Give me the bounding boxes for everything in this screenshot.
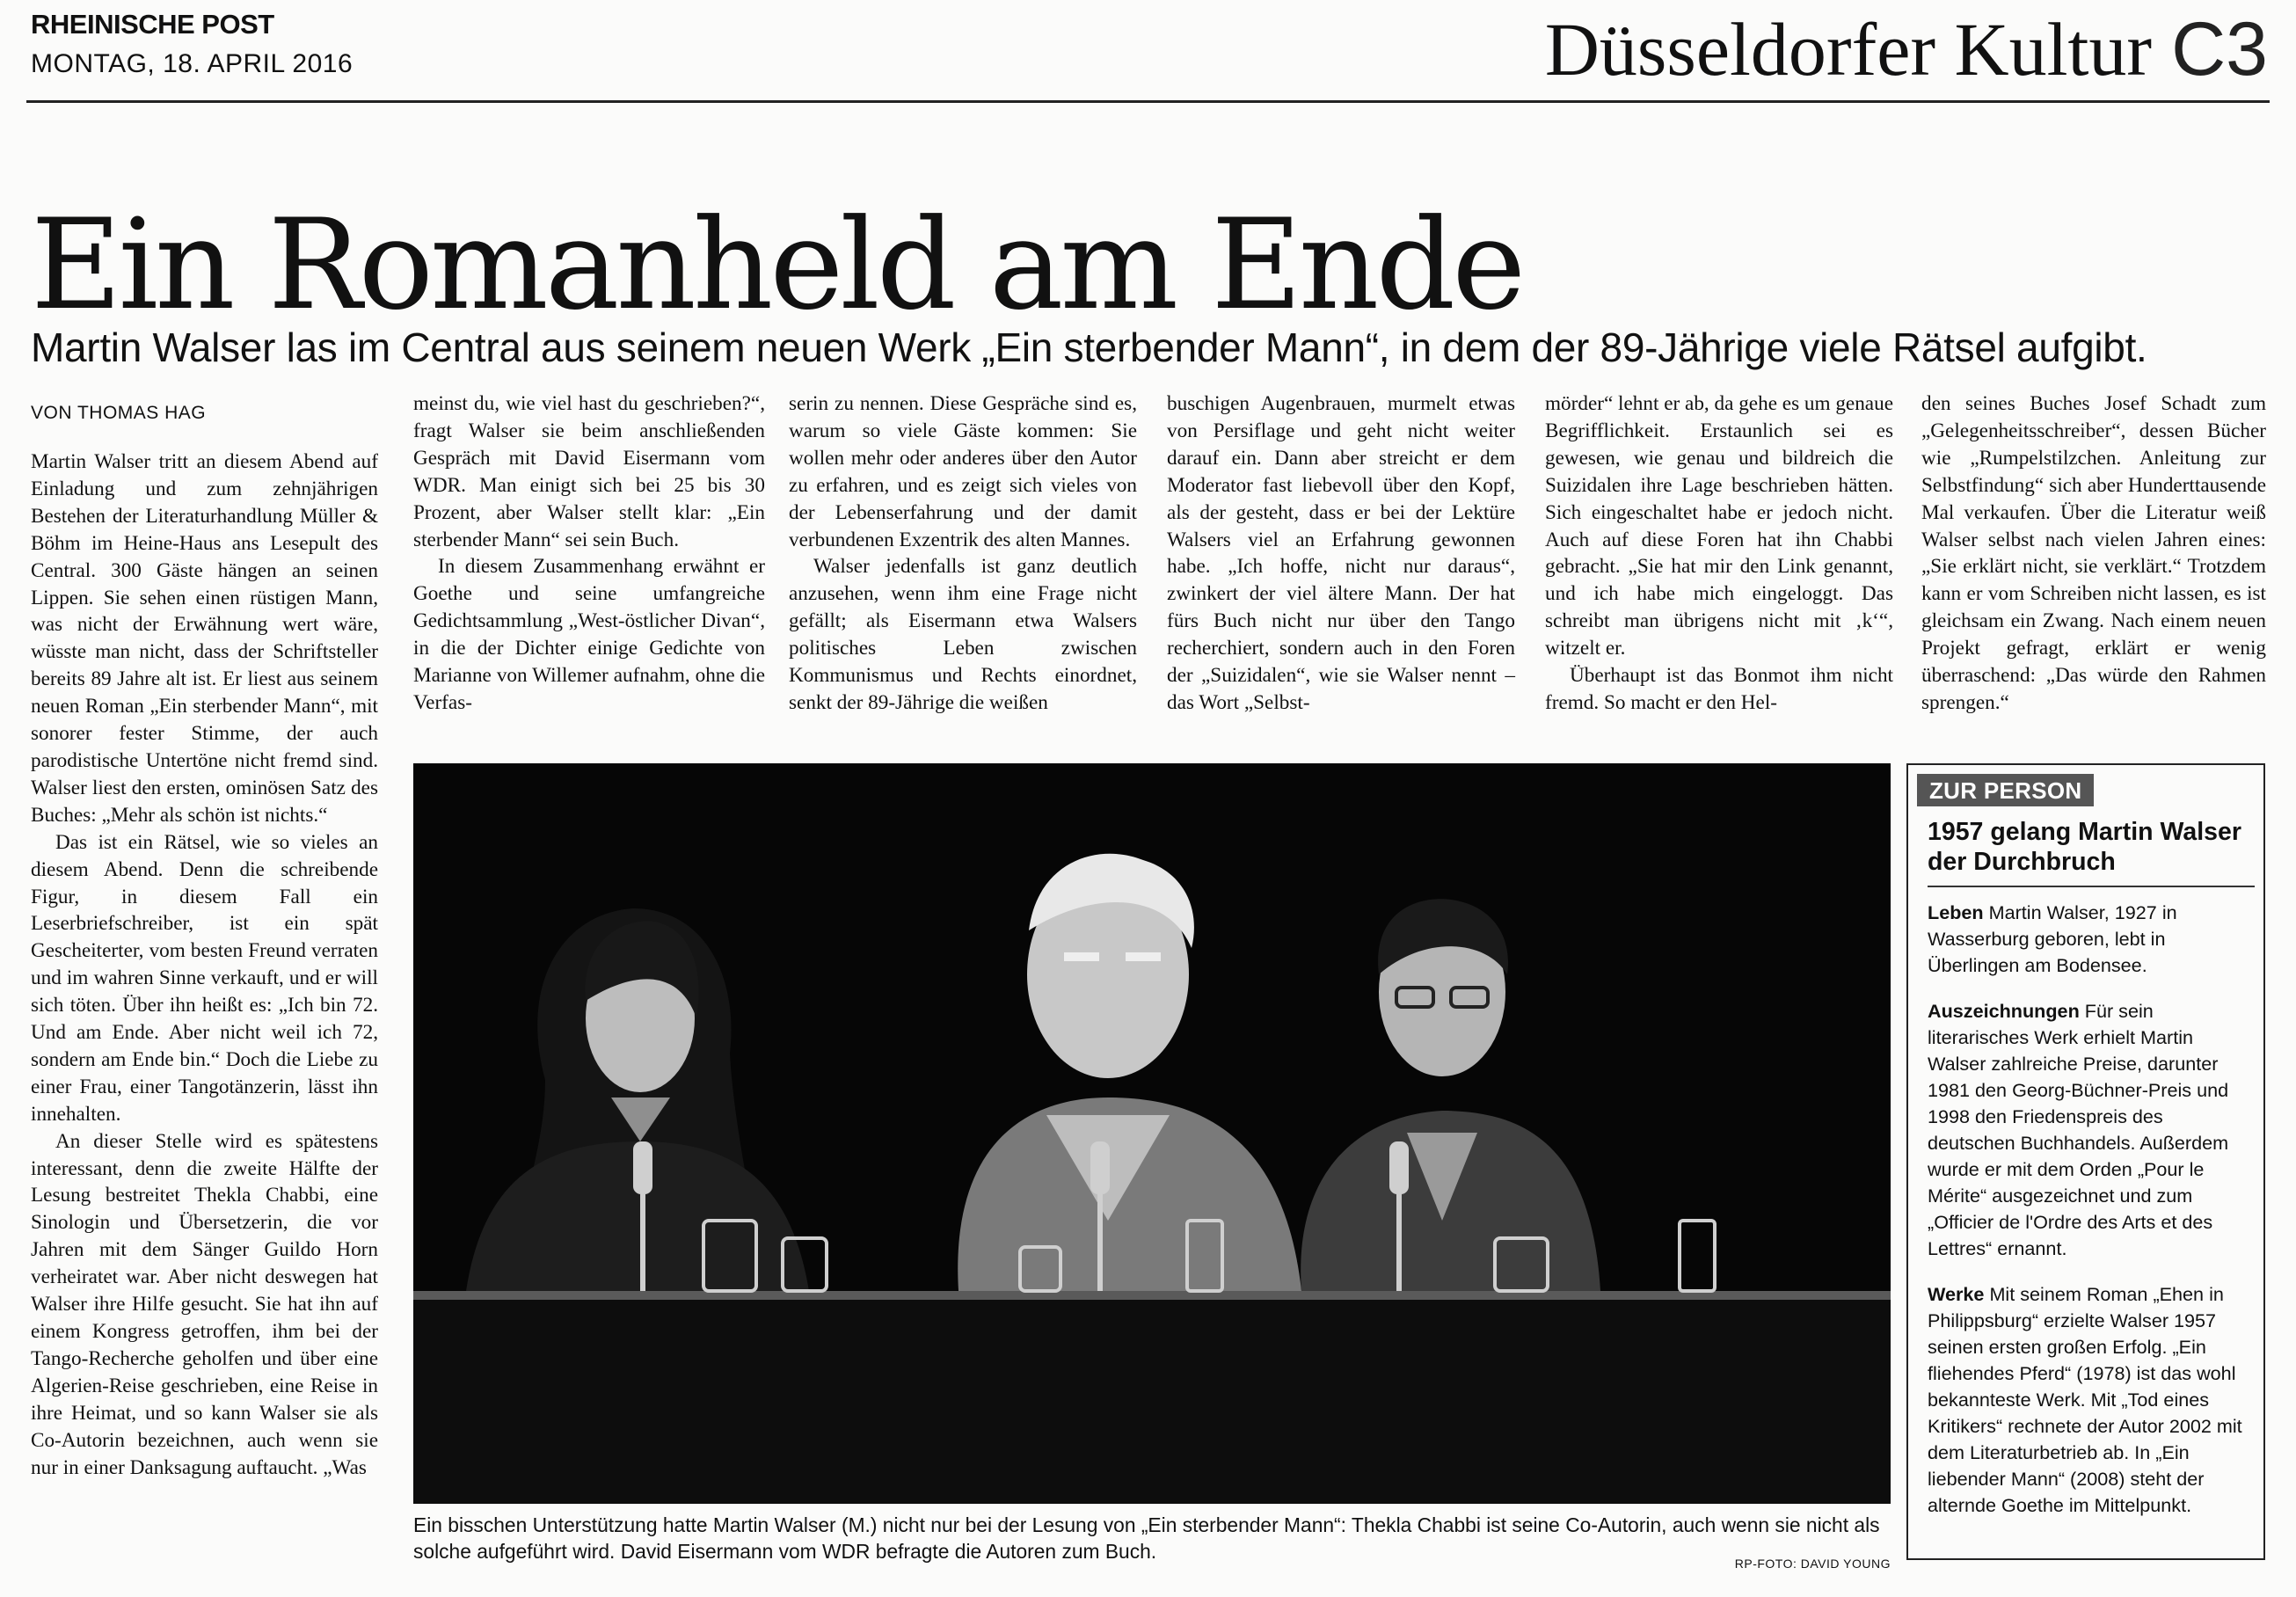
- paper-name: RHEINISCHE POST: [31, 9, 274, 40]
- paragraph: den seines Buches Josef Schadt zum „Gelegenheitsschreiber“, dessen Bücher wie „Rumpelstilzchen. Anleitung zur Selbstfindung“ sich aber Hunderttausende Mal verkaufen. Über die Literatur weiß Walser selbst nach vielen Jahren eines: „Sie erklärt nicht, sie verklärt.“ Trotzdem kann er vom Schreiben nicht lassen, es ist gleichsam ein Zwang. Nach einem neuen Projekt gefragt, erklärt er wenig überraschend: „Das würde den Rahmen sprengen.“: [1921, 392, 2266, 714]
- article-column-4: [1167, 390, 1515, 717]
- article-column-6: [1921, 390, 2266, 717]
- paragraph: Überhaupt ist das Bonmot ihm nicht fremd. So macht er den Hel-: [1545, 664, 1893, 714]
- info-entry: [1928, 998, 2255, 1262]
- article-column-3: [789, 390, 1137, 717]
- paragraph: meinst du, wie viel hast du geschrieben?“, fragt Walser sie beim anschließenden Gespräch mit David Eisermann vom WDR. Man einigt sich bei 25 bis 30 Prozent, aber Walser stellt klar: „Ein sterbender Mann“ sei sein Buch.: [413, 392, 765, 551]
- paragraph: In diesem Zusammenhang erwähnt er Goethe und seine umfangreiche Gedichtsammlung „West-östlicher Divan“, in die der Dichter einige Gedichte von Marianne von Willemer aufnahm, ohne die Verfas-: [413, 555, 765, 714]
- byline: VON THOMAS HAG: [31, 403, 207, 423]
- article-column-5: [1545, 390, 1893, 717]
- section-title: [1545, 5, 2268, 93]
- headline: Ein Romanheld am Ende: [31, 193, 1523, 338]
- photo-caption: Ein bisschen Unterstützung hatte Martin Walser (M.) nicht nur bei der Lesung von „Ein sterbender Mann“: Thekla Chabbi ist seine Co-Autorin, auch wenn sie nicht als solche aufgeführt wird. David Eisermann vom WDR befragte die Autoren zum Buch.: [413, 1513, 1880, 1563]
- event-photo: [413, 763, 1891, 1504]
- info-box: [1906, 763, 2265, 1560]
- paragraph: Martin Walser tritt an diesem Abend auf Einladung und zum zehnjährigen Bestehen der Literaturhandlung Müller & Böhm im Heine-Haus ans Lesepult des Central. 300 Gäste hängen an seinen Lippen. Sie sehen einen rüstigen Mann, was nicht der Erwähnung wert wäre, wüsste man nicht, dass der Schriftsteller bereits 89 Jahre alt ist. Er liest aus seinem neuen Roman „Ein sterbender Mann“, mit sonorer fester Stimme, der auch parodistische Untertöne nicht fremd sind. Walser liest den ersten, ominösen Satz des Buches: „Mehr als schön ist nichts.“: [31, 450, 378, 827]
- info-text: Martin Walser, 1927 in Wasserburg geboren, lebt in Überlingen am Bodensee.: [1928, 901, 2177, 976]
- paragraph: serin zu nennen. Diese Gespräche sind es, warum so viele Gäste kommen: Sie wollen mehr oder anderes über den Autor zu erfahren, und es zeigt sich vieles von der Lebenserfahrung und der damit verbundenen Exzentrik des alten Mannes.: [789, 392, 1137, 551]
- photo-illustration: [413, 763, 1891, 1504]
- info-box-headline: 1957 gelang Martin Walser der Durchbruch: [1928, 817, 2255, 887]
- info-text: Für sein literarisches Werk erhielt Martin Walser zahlreiche Preise, darunter 1981 den Georg-Büchner-Preis und 1998 den Friedenspreis des deutschen Buchhandels. Außerdem wurde er mit dem Orden „Pour le Mérite“ ausgezeichnet und zum „Officier de l'Ordre des Arts et des Lettres“ ernannt.: [1928, 1000, 2229, 1259]
- page-number: C3: [2171, 7, 2268, 91]
- subheadline: Martin Walser las im Central aus seinem neuen Werk „Ein sterbender Mann“, in dem der 89-Jährige viele Rätsel aufgibt.: [31, 325, 2147, 370]
- paragraph: buschigen Augenbrauen, murmelt etwas von Persiflage und geht nicht weiter darauf ein. Dann aber streicht er dem Moderator fast liebevoll über den Kopf, als der gesteht, dass er bei der Lektüre Walsers viel an Erfahrung gewonnen habe. „Ich hoffe, nicht nur daraus“, zwinkert der viel ältere Mann. Der hat fürs Buch nicht nur über den Tango recherchiert, sondern auch in den Foren der „Suizidalen“, wie sie Walser nennt – das Wort „Selbst-: [1167, 392, 1515, 714]
- photo-credit: RP-FOTO: DAVID YOUNG: [1734, 1557, 1891, 1571]
- article-column-2: [413, 390, 765, 717]
- paragraph: Das ist ein Rätsel, wie so vieles an diesem Abend. Denn die schreibende Figur, in diesem Fall ein Leserbriefschreiber, ist ein spät Gescheiterter, vom besten Freund verraten und im wahren Sinne verkauft, und er will sich töten. Über ihn heißt es: „Ich bin 72. Und am Ende. Aber nicht weil ich 72, sondern am Ende bin.“ Doch die Liebe zu einer Frau, einer Tangotänzerin, lässt ihn innehalten.: [31, 830, 378, 1126]
- paragraph: An dieser Stelle wird es spätestens interessant, denn die zweite Hälfte der Lesung bestreitet Thekla Chabbi, eine Sinologin und Übersetzerin, die vor Jahren mit dem Sänger Guildo Horn verheiratet war. Aber nicht deswegen hat Walser ihre Hilfe gesucht. Sie hat ihn auf einem Kongress getroffen, ihm bei der Tango-Recherche geholfen und über eine Algerien-Reise geschrieben, eine Reise in ihre Heimat, und so kann Walser sie als Co-Autorin bezeichnen, auch wenn sie nur in einer Danksagung auftaucht. „Was: [31, 1129, 378, 1479]
- info-term: Leben: [1928, 901, 1984, 923]
- info-text: Mit seinem Roman „Ehen in Philippsburg“ erzielte Walser 1957 seinen ersten großen Erfolg. „Ein fliehendes Pferd“ (1978) ist das wohl bekannteste Werk. Mit „Tod eines Kritikers“ rechnete der Autor 2002 mit dem Literaturbetrieb ab. In „Ein liebender Mann“ (2008) steht der alternde Goethe im Mittelpunkt.: [1928, 1283, 2242, 1516]
- section-name: Düsseldorfer Kultur: [1544, 7, 2153, 91]
- info-entry: [1928, 900, 2255, 979]
- info-box-label: ZUR PERSON: [1917, 774, 2094, 806]
- info-term: Werke: [1928, 1283, 1985, 1305]
- paragraph: mörder“ lehnt er ab, da gehe es um genaue Begrifflichkeit. Erstaunlich sei es gewesen, wie genau und bildreich die Suizidalen ihre Lage beschrieben hätten. Sich eingeschaltet habe er jedoch nicht. Auch auf diese Foren hat ihn Chabbi gebracht. „Sie hat mir den Link genannt, und ich habe mich eingeloggt. Das schreibt man übrigens nicht mit ‚k‘“, witzelt er.: [1545, 392, 1893, 660]
- header-rule: [26, 100, 2270, 103]
- info-term: Auszeichnungen: [1928, 1000, 2080, 1022]
- article-column-1: [31, 448, 378, 1481]
- paragraph: Walser jedenfalls ist ganz deutlich anzusehen, wenn ihm eine Frage nicht gefällt; als Eisermann etwa Walsers politisches Leben zwischen Kommunismus und Rechts einordnet, senkt der 89-Jährige die weißen: [789, 555, 1137, 714]
- info-entry: [1928, 1281, 2255, 1519]
- issue-date: MONTAG, 18. APRIL 2016: [31, 49, 354, 78]
